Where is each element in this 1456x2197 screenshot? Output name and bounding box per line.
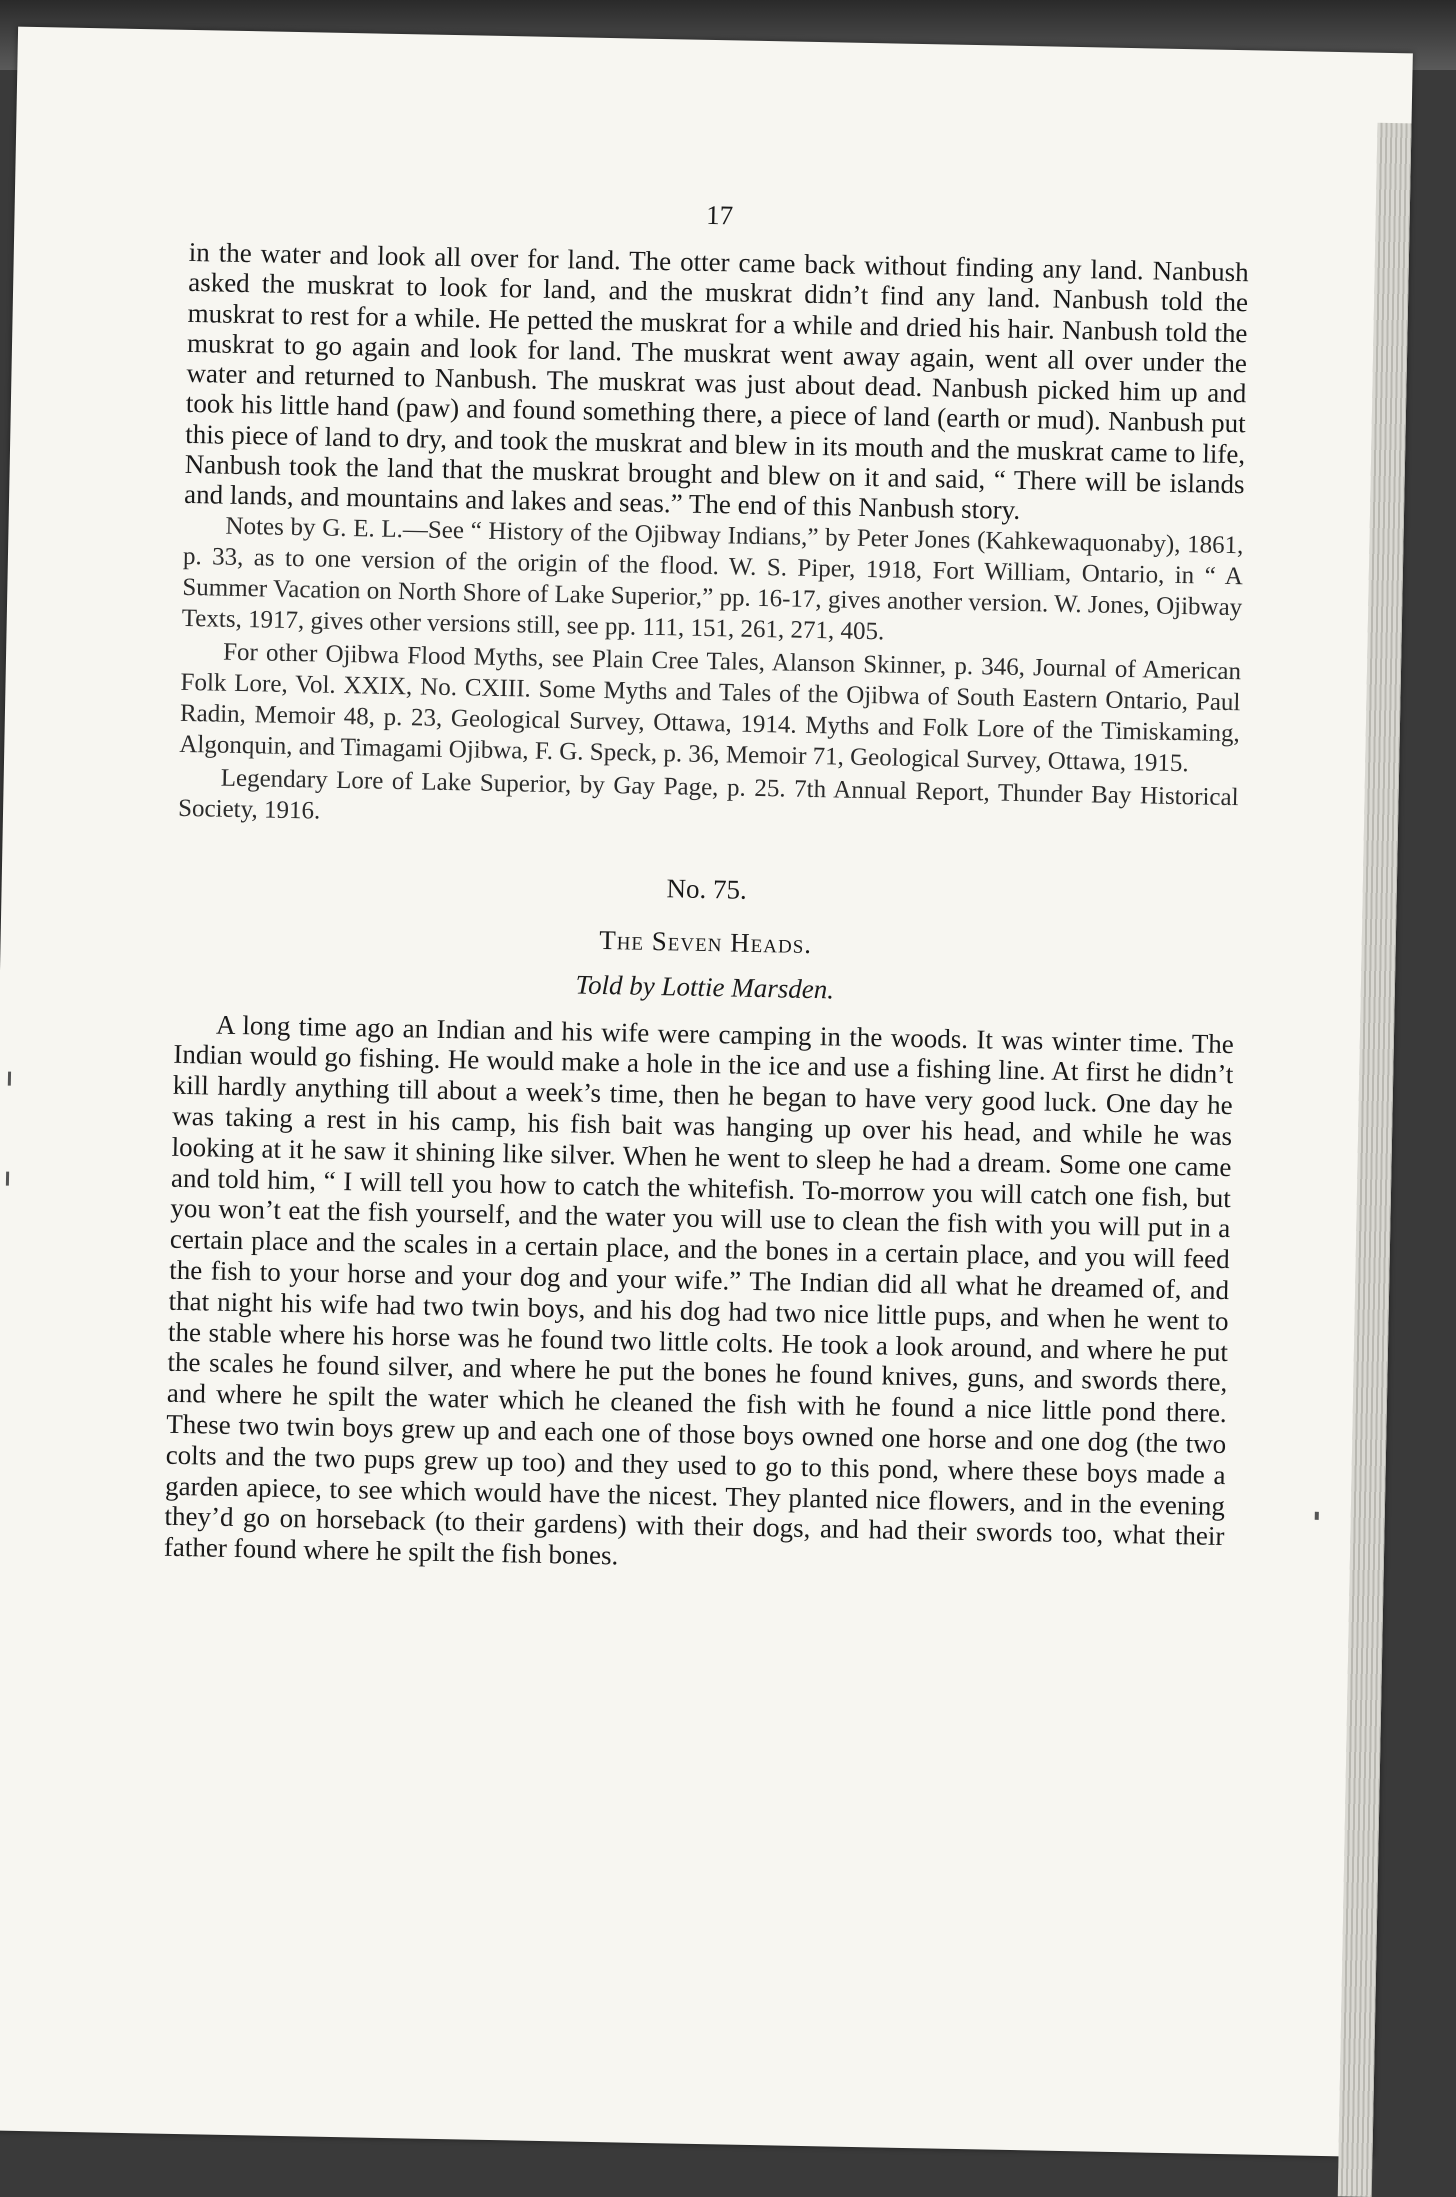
- margin-mark: [6, 1172, 9, 1186]
- book-page: [0, 27, 1413, 2157]
- margin-mark: [1315, 1512, 1319, 1520]
- page-content: [164, 190, 1250, 1583]
- margin-mark: [8, 1072, 11, 1086]
- page-edge-stack: [1338, 123, 1412, 2197]
- notes-paragraph: Legendary Lore of Lake Superior, by Gay Page, p. 25. 7th Annual Report, Thunder Bay Historical Society, 1916.: [177, 764, 1239, 825]
- page-number: 17: [705, 199, 734, 231]
- story-title: The Seven Heads.: [598, 924, 813, 959]
- story-number: No. 75.: [666, 872, 748, 905]
- notes-paragraph: Notes by G. E. L.—See “ History of the Ojibway Indians,” by Peter Jones (Kahkewaquonaby), 1861, p. 33, as to one version of the origin of the flood. W. S. Piper, 1918, Fort William, Ontario, in “ A Summer Vacation on North Shore of Lake Superior,” pp. 16-17, gives another version. W. Jones, Ojibway Texts, 1917, gives other versions still, see pp. 111, 151, 261, 271, 405.: [181, 512, 1244, 646]
- notes-paragraph: For other Ojibwa Flood Myths, see Plain Cree Tales, Alanson Skinner, p. 346, Journal of American Folk Lore, Vol. XXIX, No. CXIII. Some Myths and Tales of the Ojibwa of South Eastern Ontario, Paul Radin, Memoir 48, p. 23, Geological Survey, Ottawa, 1914. Myths and Folk Lore of the Timiskaming, Algonquin, and Timagami Ojibwa, F. G. Speck, p. 36, Memoir 71, Geological Survey, Ottawa, 1915.: [179, 638, 1242, 777]
- notes-section: [178, 510, 1244, 844]
- story-teller: Told by Lottie Marsden.: [575, 969, 835, 1005]
- continued-story-paragraph: in the water and look all over for land. The otter came back without finding any land. Nanbush asked the muskrat to look for land, and the muskrat didn’t find any land. Nanbush told the muskrat to rest for a while. He petted the muskrat for a while and dried his hair. Nanbush told the muskrat to go again and look for land. The muskrat went away again, went all over under the water and returned to Nanbush. The muskrat was just about dead. Nanbush picked him up and took his little hand (paw) and found something there, a piece of land (earth or mud). Nanbush put this piece of land to dry, and took the muskrat and blew in its mouth and the muskrat came to life, Nanbush took the land that the muskrat brought and blew on it and said, “ There will be islands and lands, and mountains and lakes and seas.” The end of this Nanbush story.: [183, 236, 1249, 526]
- story-body-paragraph: A long time ago an Indian and his wife were camping in the woods. It was winter time. The Indian would go fishing. He would make a hole in the ice and use a fishing line. At first he didn’t kill hardly anything till about a week’s time, then he began to have very good luck. One day he was taking a rest in his camp, his fish bait was hanging up over his head, and while he was looking at it he saw it shining like silver. When he went to sleep he had a dream. Some one came and told him, “ I will tell you how to catch the whitefish. To-morrow you will catch one fish, but you won’t eat the fish yourself, and the water you will use to clean the fish with you will put in a certain place and the scales in a certain place, and the bones in a certain place, and you will feed the fish to your horse and your dog and your wife.” The Indian did all what he dreamed of, and that night his wife had two twin boys, and his dog had two nice little pups, and when he went to the stable where his horse was he found two little colts. He took a look around, and where he put the scales he found silver, and where he put the bones he found knives, guns, and swords there, and where he spilt the water which he cleaned the fish with he found a nice little pond there. These two twin boys grew up and each one of those boys owned one horse and one dog (the two colts and the two pups grew up too) and they used to go to this pond, where these boys made a garden apiece, to see which would have the nicest. They planted nice flowers, and in the evening they’d go on horseback (to their gardens) with their dogs, and had their swords too, what their father found where he spilt the fish bones.: [163, 1009, 1235, 1571]
